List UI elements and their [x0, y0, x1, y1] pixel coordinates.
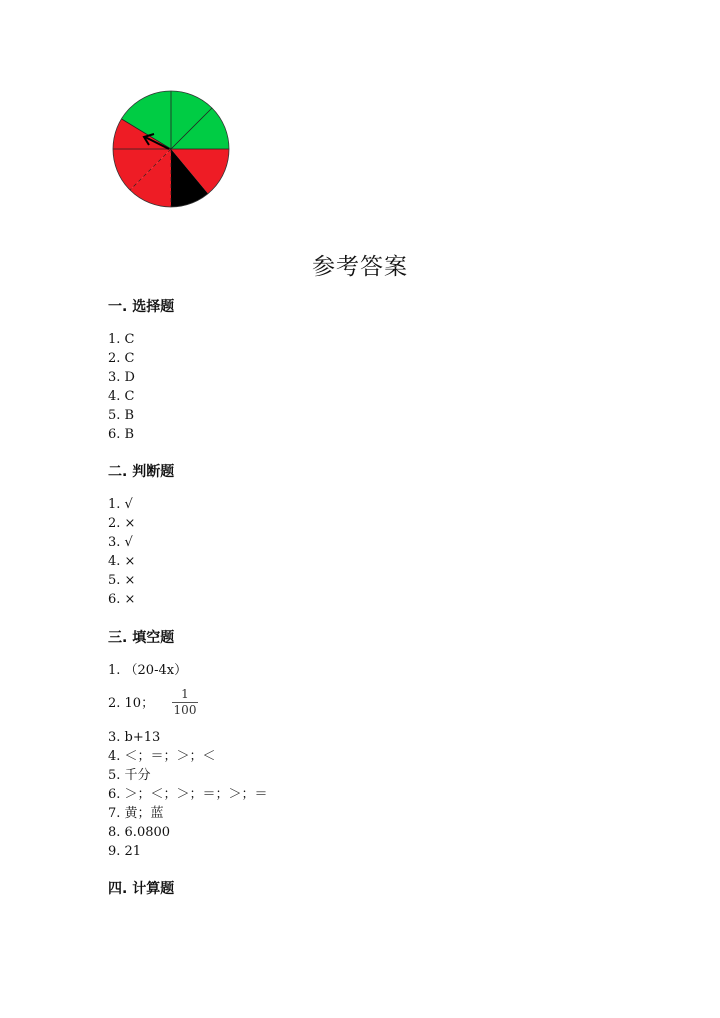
answer-line: 6. ＞；＜；＞；＝；＞；＝ [108, 787, 268, 802]
fraction-denominator: 100 [173, 703, 197, 717]
fraction-numerator: 1 [181, 687, 189, 701]
section-title-calculation: 四. 计算题 [108, 881, 175, 897]
answer-line: 4. × [108, 554, 136, 569]
answer-line: 2. C [108, 351, 135, 366]
answer-line: 5. × [108, 573, 136, 588]
answer-title: 参考答案 [312, 254, 408, 280]
answer-line: 5. 千分 [108, 768, 151, 783]
answer-line: 2. 10； [108, 696, 155, 711]
answer-line: 7. 黄；蓝 [108, 806, 164, 821]
section-title-fill-blank: 三. 填空题 [108, 630, 175, 646]
answer-line: 5. B [108, 408, 135, 423]
answer-line: 3. D [108, 370, 135, 385]
answer-line: 1. √ [108, 497, 133, 512]
answer-line: 3. √ [108, 535, 133, 550]
answer-line: 6. B [108, 427, 135, 442]
answer-line: 3. b+13 [108, 730, 161, 745]
answer-line: 6. × [108, 592, 136, 607]
answer-line: 4. ＜；＝；＞；＜ [108, 749, 216, 764]
answer-line: 1. （20-4x） [108, 663, 188, 678]
section-title-judgement: 二. 判断题 [108, 464, 175, 480]
fraction [172, 688, 198, 717]
answer-line: 8. 6.0800 [108, 825, 171, 840]
answer-line: 1. C [108, 332, 135, 347]
section-title-choice: 一. 选择题 [108, 299, 175, 315]
answer-line: 2. × [108, 516, 136, 531]
answer-line: 4. C [108, 389, 135, 404]
spinner-figure [111, 88, 231, 210]
answer-line: 9. 21 [108, 844, 142, 859]
